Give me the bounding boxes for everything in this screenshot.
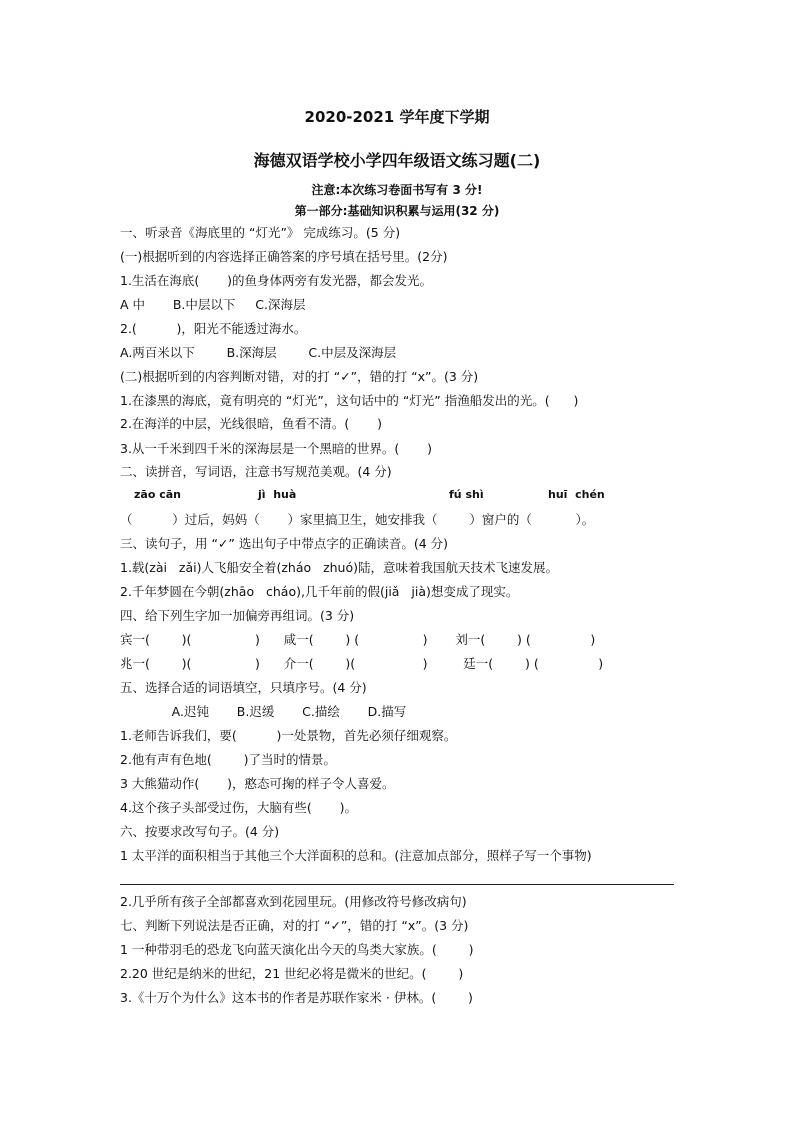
section-5-title: 五、选择合适的词语填空，只填序号。(4 分) xyxy=(120,680,367,695)
pinyin-label: jì huà xyxy=(258,488,297,501)
pinyin-label: fú shì xyxy=(449,488,484,501)
part-title: 第一部分:基础知识积累与运用(32 分) xyxy=(294,204,500,218)
pinyin-label: huī chén xyxy=(548,488,605,501)
question-line: 3.从一千米到四千米的深海层是一个黑暗的世界。( ) xyxy=(120,441,432,456)
question-line: 2.在海洋的中层，光线很暗，鱼看不清。( ) xyxy=(120,416,382,431)
section-7-title: 七、判断下列说法是否正确，对的打 “✓”，错的打 “x”。(3 分) xyxy=(120,918,469,933)
pinyin-sentence: （ ）过后，妈妈（ ）家里搞卫生，她安排我（ ）窗户的（ ）。 xyxy=(120,512,595,527)
question-line: 2.( )，阳光不能透过海水。 xyxy=(120,321,307,336)
answer-line[interactable] xyxy=(120,884,674,885)
year-title: 2020-2021 学年度下学期 xyxy=(304,108,490,126)
question-line: 1 太平洋的面积相当于其他三个大洋面积的总和。(注意加点部分，照样子写一个事物) xyxy=(120,848,592,863)
section-1b-title: (二)根据听到的内容判断对错，对的打 “✓”，错的打 “x”。(3 分) xyxy=(120,369,479,384)
question-line: 1 一种带羽毛的恐龙飞向蓝天演化出今天的鸟类大家族。( ) xyxy=(120,942,474,957)
question-line: 2.几乎所有孩子全部都喜欢到花园里玩。(用修改符号修改病句) xyxy=(120,894,467,909)
section-2-title: 二、读拼音，写词语，注意书写规范美观。(4 分) xyxy=(120,464,392,479)
question-line: 3.《十万个为什么》这本书的作者是苏联作家米 · 伊林。( ) xyxy=(120,990,473,1005)
section-1-title: 一、听录音《海底里的 “灯光”》 完成练习。(5 分) xyxy=(120,225,401,240)
radical-row: 兆一( )( ) 介一( )( ) 廷一( ) ( ) xyxy=(120,656,604,671)
question-line: 2.千年梦圆在今朝(zhāo cháo),几千年前的假(jiǎ jià)想变成了现实。 xyxy=(120,584,519,599)
note-line: 注意:本次练习卷面书写有 3 分! xyxy=(311,183,483,197)
question-line: 1.生活在海底( )的鱼身体两旁有发光器，都会发光。 xyxy=(120,273,432,288)
pinyin-label: zāo cān xyxy=(134,488,181,501)
section-1a-title: (一)根据听到的内容选择正确答案的序号填在括号里。(2分) xyxy=(120,249,448,264)
question-line: 4.这个孩子头部受过伤，大脑有些( )。 xyxy=(120,800,357,815)
question-line: 2.他有声有色地( )了当时的情景。 xyxy=(120,752,336,767)
section-6-title: 六、按要求改写句子。(4 分) xyxy=(120,824,280,839)
question-line: 2.20 世纪是纳米的世纪，21 世纪必将是微米的世纪。( ) xyxy=(120,966,464,981)
school-title: 海德双语学校小学四年级语文练习题(二) xyxy=(253,151,541,170)
question-line: 1.在漆黑的海底，竟有明亮的 “灯光”，这句话中的 “灯光” 指渔船发出的光。( ) xyxy=(120,393,579,408)
options-line: A.两百米以下 B.深海层 C.中层及深海层 xyxy=(120,345,397,360)
question-line: 3 大熊猫动作( )，憨态可掬的样子令人喜爱。 xyxy=(120,776,395,791)
question-line: 1.老师告诉我们，要( )一处景物，首先必须仔细观察。 xyxy=(120,728,457,743)
options-line: A 中 B.中层以下 C.深海层 xyxy=(120,297,306,312)
section-4-title: 四、给下列生字加一加偏旁再组词。(3 分) xyxy=(120,608,355,623)
question-line: 1.载(zài zǎi)人飞船安全着(zháo zhuó)陆，意味着我国航天技术飞速发展。 xyxy=(120,560,559,575)
word-options: A.迟钝 B.迟缓 C.描绘 D.描写 xyxy=(120,704,407,719)
radical-row: 宾一( )( ) 咸一( ) ( ) 刘一( ) ( ) xyxy=(120,632,596,647)
section-3-title: 三、读句子，用 “✓” 选出句子中带点字的正确读音。(4 分) xyxy=(120,536,449,551)
